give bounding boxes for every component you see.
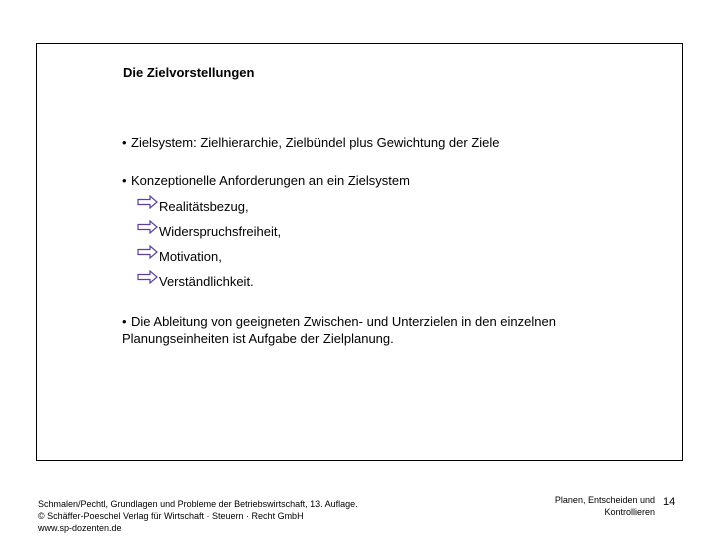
requirement-label: Motivation,: [159, 249, 222, 264]
requirement-label: Verständlichkeit.: [159, 274, 254, 289]
footer-copyright: © Schäffer-Poeschel Verlag für Wirtschaft · Steuern · Recht GmbH: [38, 511, 304, 521]
bullet-text: Zielsystem: Zielhierarchie, Zielbündel plus Gewichtung der Ziele: [131, 135, 500, 150]
requirement-label: Widerspruchsfreiheit,: [159, 224, 282, 239]
bullet-dot: •: [122, 314, 127, 329]
footer-chapter-line: Planen, Entscheiden und: [554, 495, 655, 505]
bullet-text: Die Ableitung von geeigneten Zwischen- und Unterzielen in den einzelnen Planungseinheiten ist Aufgabe der Zielplanung.: [122, 314, 556, 346]
footer-website: www.sp-dozenten.de: [38, 523, 122, 533]
bullet-dot: •: [122, 173, 127, 188]
right-arrow-icon: [137, 270, 159, 284]
bullet-dot: •: [122, 135, 127, 150]
bullet-zielsystem: [122, 134, 500, 151]
bullet-anforderungen: [122, 172, 410, 189]
footer-chapter: [555, 494, 655, 518]
requirement-label: Realitätsbezug,: [159, 199, 249, 214]
footer-citation: Schmalen/Pechtl, Grundlagen und Probleme der Betriebswirtschaft, 13. Auflage.: [38, 499, 358, 509]
slide-title: Die Zielvorstellungen: [123, 65, 255, 80]
page-number: 14: [663, 496, 676, 508]
footer-source: [38, 498, 358, 534]
bullet-zielplanung: [122, 313, 642, 347]
right-arrow-icon: [137, 195, 159, 209]
footer-chapter-line: Kontrollieren: [604, 507, 655, 517]
bullet-text: Konzeptionelle Anforderungen an ein Zielsystem: [131, 173, 410, 188]
right-arrow-icon: [137, 245, 159, 259]
slide-frame: [36, 43, 683, 461]
right-arrow-icon: [137, 220, 159, 234]
